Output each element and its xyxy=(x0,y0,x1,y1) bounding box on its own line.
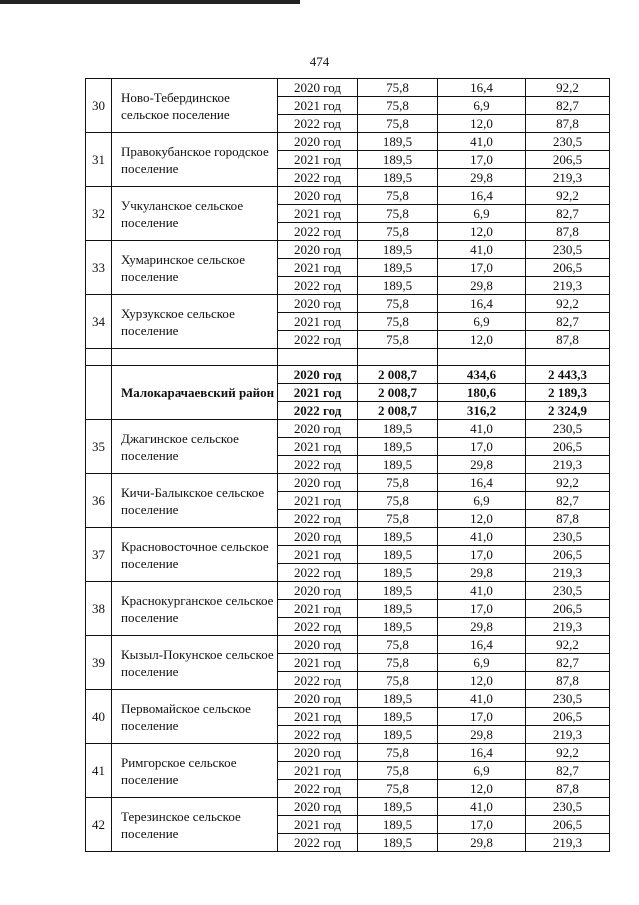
year-cell: 2021 год xyxy=(278,384,358,402)
row-number: 41 xyxy=(86,744,112,798)
value-cell-2: 17,0 xyxy=(438,816,526,834)
settlement-name: Первомайское сельское поселение xyxy=(112,690,278,744)
value-cell-1: 75,8 xyxy=(358,79,438,97)
value-cell-total: 82,7 xyxy=(526,97,610,115)
value-cell-1: 189,5 xyxy=(358,456,438,474)
year-cell: 2021 год xyxy=(278,600,358,618)
table-row xyxy=(86,420,610,438)
value-cell-2: 180,6 xyxy=(438,384,526,402)
year-cell: 2021 год xyxy=(278,816,358,834)
row-number: 37 xyxy=(86,528,112,582)
value-cell-total: 219,3 xyxy=(526,564,610,582)
year-cell: 2022 год xyxy=(278,277,358,295)
value-cell-total: 206,5 xyxy=(526,259,610,277)
value-cell-total: 206,5 xyxy=(526,151,610,169)
empty-cell xyxy=(526,349,610,366)
value-cell-2: 6,9 xyxy=(438,654,526,672)
value-cell-2: 16,4 xyxy=(438,187,526,205)
year-cell: 2022 год xyxy=(278,223,358,241)
table-row xyxy=(86,295,610,313)
value-cell-1: 75,8 xyxy=(358,492,438,510)
year-cell: 2020 год xyxy=(278,133,358,151)
table-row xyxy=(86,636,610,654)
empty-cell xyxy=(438,349,526,366)
table-row xyxy=(86,744,610,762)
settlement-name: Хумаринское сельское поселение xyxy=(112,241,278,295)
settlement-name: Красновосточное сельское поселение xyxy=(112,528,278,582)
value-cell-total: 87,8 xyxy=(526,510,610,528)
year-cell: 2020 год xyxy=(278,690,358,708)
year-cell: 2020 год xyxy=(278,295,358,313)
value-cell-2: 41,0 xyxy=(438,582,526,600)
value-cell-1: 189,5 xyxy=(358,420,438,438)
empty-cell xyxy=(278,349,358,366)
value-cell-2: 17,0 xyxy=(438,259,526,277)
year-cell: 2022 год xyxy=(278,331,358,349)
value-cell-total: 87,8 xyxy=(526,331,610,349)
value-cell-1: 75,8 xyxy=(358,762,438,780)
year-cell: 2021 год xyxy=(278,438,358,456)
year-cell: 2020 год xyxy=(278,366,358,384)
value-cell-2: 29,8 xyxy=(438,169,526,187)
value-cell-2: 12,0 xyxy=(438,672,526,690)
year-cell: 2021 год xyxy=(278,205,358,223)
row-number: 33 xyxy=(86,241,112,295)
value-cell-2: 29,8 xyxy=(438,277,526,295)
table-row xyxy=(86,690,610,708)
year-cell: 2020 год xyxy=(278,241,358,259)
year-cell: 2021 год xyxy=(278,546,358,564)
year-cell: 2022 год xyxy=(278,672,358,690)
value-cell-2: 17,0 xyxy=(438,708,526,726)
value-cell-total: 206,5 xyxy=(526,546,610,564)
value-cell-2: 6,9 xyxy=(438,205,526,223)
settlement-name: Терезинское сельское поселение xyxy=(112,798,278,852)
empty-cell xyxy=(86,349,112,366)
year-cell: 2020 год xyxy=(278,187,358,205)
row-number xyxy=(86,366,112,420)
value-cell-1: 189,5 xyxy=(358,259,438,277)
value-cell-total: 230,5 xyxy=(526,420,610,438)
value-cell-2: 12,0 xyxy=(438,115,526,133)
value-cell-2: 29,8 xyxy=(438,834,526,852)
value-cell-1: 75,8 xyxy=(358,331,438,349)
value-cell-1: 189,5 xyxy=(358,528,438,546)
value-cell-total: 82,7 xyxy=(526,313,610,331)
value-cell-total: 82,7 xyxy=(526,762,610,780)
value-cell-2: 16,4 xyxy=(438,474,526,492)
value-cell-2: 29,8 xyxy=(438,456,526,474)
value-cell-total: 206,5 xyxy=(526,600,610,618)
year-cell: 2022 год xyxy=(278,115,358,133)
row-number: 38 xyxy=(86,582,112,636)
value-cell-total: 92,2 xyxy=(526,295,610,313)
table-row xyxy=(86,133,610,151)
year-cell: 2022 год xyxy=(278,726,358,744)
value-cell-total: 87,8 xyxy=(526,115,610,133)
value-cell-1: 75,8 xyxy=(358,474,438,492)
value-cell-1: 189,5 xyxy=(358,834,438,852)
value-cell-2: 29,8 xyxy=(438,564,526,582)
row-number: 31 xyxy=(86,133,112,187)
budget-table-body xyxy=(86,79,610,852)
value-cell-total: 2 443,3 xyxy=(526,366,610,384)
settlement-name: Римгорское сельское поселение xyxy=(112,744,278,798)
table-row xyxy=(86,582,610,600)
table-row xyxy=(86,241,610,259)
table-row xyxy=(86,528,610,546)
year-cell: 2021 год xyxy=(278,313,358,331)
value-cell-total: 219,3 xyxy=(526,456,610,474)
row-number: 34 xyxy=(86,295,112,349)
value-cell-1: 189,5 xyxy=(358,438,438,456)
year-cell: 2020 год xyxy=(278,582,358,600)
value-cell-total: 219,3 xyxy=(526,169,610,187)
value-cell-2: 41,0 xyxy=(438,798,526,816)
value-cell-total: 230,5 xyxy=(526,133,610,151)
value-cell-2: 41,0 xyxy=(438,241,526,259)
year-cell: 2020 год xyxy=(278,798,358,816)
value-cell-total: 92,2 xyxy=(526,474,610,492)
settlement-name: Кичи-Балыкское сельское поселение xyxy=(112,474,278,528)
value-cell-1: 189,5 xyxy=(358,708,438,726)
year-cell: 2022 год xyxy=(278,564,358,582)
value-cell-total: 82,7 xyxy=(526,492,610,510)
value-cell-1: 189,5 xyxy=(358,241,438,259)
value-cell-total: 92,2 xyxy=(526,187,610,205)
year-cell: 2020 год xyxy=(278,744,358,762)
settlement-name: Учкуланское сельское поселение xyxy=(112,187,278,241)
value-cell-2: 12,0 xyxy=(438,780,526,798)
value-cell-1: 2 008,7 xyxy=(358,402,438,420)
value-cell-2: 16,4 xyxy=(438,295,526,313)
budget-table xyxy=(85,78,610,852)
settlement-name: Джагинское сельское поселение xyxy=(112,420,278,474)
year-cell: 2021 год xyxy=(278,97,358,115)
empty-cell xyxy=(112,349,278,366)
year-cell: 2022 год xyxy=(278,402,358,420)
value-cell-2: 17,0 xyxy=(438,151,526,169)
value-cell-1: 189,5 xyxy=(358,600,438,618)
year-cell: 2020 год xyxy=(278,79,358,97)
value-cell-1: 189,5 xyxy=(358,546,438,564)
value-cell-2: 17,0 xyxy=(438,546,526,564)
table-row xyxy=(86,474,610,492)
value-cell-1: 75,8 xyxy=(358,115,438,133)
value-cell-2: 16,4 xyxy=(438,79,526,97)
value-cell-total: 87,8 xyxy=(526,672,610,690)
value-cell-2: 6,9 xyxy=(438,492,526,510)
value-cell-1: 75,8 xyxy=(358,313,438,331)
value-cell-2: 12,0 xyxy=(438,223,526,241)
year-cell: 2022 год xyxy=(278,780,358,798)
value-cell-2: 434,6 xyxy=(438,366,526,384)
empty-cell xyxy=(358,349,438,366)
row-number: 42 xyxy=(86,798,112,852)
table-row xyxy=(86,187,610,205)
row-number: 39 xyxy=(86,636,112,690)
row-number: 35 xyxy=(86,420,112,474)
page-number: 474 xyxy=(309,54,330,69)
settlement-name: Правокубанское городское поселение xyxy=(112,133,278,187)
value-cell-1: 2 008,7 xyxy=(358,384,438,402)
value-cell-1: 189,5 xyxy=(358,798,438,816)
value-cell-total: 206,5 xyxy=(526,438,610,456)
year-cell: 2021 год xyxy=(278,151,358,169)
value-cell-total: 82,7 xyxy=(526,654,610,672)
value-cell-total: 230,5 xyxy=(526,582,610,600)
value-cell-1: 75,8 xyxy=(358,780,438,798)
value-cell-2: 6,9 xyxy=(438,313,526,331)
value-cell-1: 189,5 xyxy=(358,133,438,151)
year-cell: 2021 год xyxy=(278,492,358,510)
value-cell-2: 6,9 xyxy=(438,97,526,115)
value-cell-1: 75,8 xyxy=(358,636,438,654)
settlement-name: Краснокурганское сельское поселение xyxy=(112,582,278,636)
value-cell-2: 6,9 xyxy=(438,762,526,780)
value-cell-1: 189,5 xyxy=(358,690,438,708)
year-cell: 2022 год xyxy=(278,834,358,852)
value-cell-2: 12,0 xyxy=(438,331,526,349)
year-cell: 2020 год xyxy=(278,474,358,492)
value-cell-1: 2 008,7 xyxy=(358,366,438,384)
value-cell-1: 75,8 xyxy=(358,187,438,205)
value-cell-1: 75,8 xyxy=(358,744,438,762)
year-cell: 2021 год xyxy=(278,654,358,672)
value-cell-2: 41,0 xyxy=(438,528,526,546)
value-cell-2: 29,8 xyxy=(438,618,526,636)
value-cell-total: 219,3 xyxy=(526,834,610,852)
value-cell-1: 75,8 xyxy=(358,205,438,223)
settlement-name: Хурзукское сельское поселение xyxy=(112,295,278,349)
settlement-name: Кызыл-Покунское сельское поселение xyxy=(112,636,278,690)
value-cell-1: 189,5 xyxy=(358,726,438,744)
year-cell: 2022 год xyxy=(278,618,358,636)
value-cell-2: 41,0 xyxy=(438,420,526,438)
row-number: 32 xyxy=(86,187,112,241)
value-cell-total: 219,3 xyxy=(526,726,610,744)
value-cell-total: 219,3 xyxy=(526,277,610,295)
year-cell: 2022 год xyxy=(278,510,358,528)
value-cell-2: 17,0 xyxy=(438,600,526,618)
value-cell-1: 189,5 xyxy=(358,618,438,636)
value-cell-total: 230,5 xyxy=(526,798,610,816)
year-cell: 2020 год xyxy=(278,528,358,546)
table-row xyxy=(86,79,610,97)
row-number: 40 xyxy=(86,690,112,744)
value-cell-1: 75,8 xyxy=(358,97,438,115)
district-total-row xyxy=(86,366,610,384)
value-cell-total: 92,2 xyxy=(526,636,610,654)
value-cell-2: 41,0 xyxy=(438,690,526,708)
value-cell-2: 16,4 xyxy=(438,744,526,762)
year-cell: 2021 год xyxy=(278,259,358,277)
value-cell-1: 189,5 xyxy=(358,564,438,582)
value-cell-total: 219,3 xyxy=(526,618,610,636)
value-cell-1: 189,5 xyxy=(358,169,438,187)
value-cell-total: 87,8 xyxy=(526,780,610,798)
settlement-name: Ново-Тебердинское сельское поселение xyxy=(112,79,278,133)
district-name: Малокарачаевский район xyxy=(112,366,278,420)
value-cell-total: 2 324,9 xyxy=(526,402,610,420)
year-cell: 2021 год xyxy=(278,708,358,726)
year-cell: 2021 год xyxy=(278,762,358,780)
value-cell-2: 316,2 xyxy=(438,402,526,420)
spacer-row xyxy=(86,349,610,366)
value-cell-total: 230,5 xyxy=(526,528,610,546)
value-cell-1: 189,5 xyxy=(358,582,438,600)
year-cell: 2022 год xyxy=(278,456,358,474)
year-cell: 2020 год xyxy=(278,636,358,654)
value-cell-total: 230,5 xyxy=(526,690,610,708)
value-cell-1: 75,8 xyxy=(358,654,438,672)
value-cell-total: 92,2 xyxy=(526,744,610,762)
value-cell-1: 189,5 xyxy=(358,151,438,169)
value-cell-total: 82,7 xyxy=(526,205,610,223)
value-cell-total: 230,5 xyxy=(526,241,610,259)
value-cell-1: 75,8 xyxy=(358,510,438,528)
scan-edge-bar xyxy=(0,0,300,4)
value-cell-2: 29,8 xyxy=(438,726,526,744)
value-cell-1: 75,8 xyxy=(358,223,438,241)
table-row xyxy=(86,798,610,816)
value-cell-2: 41,0 xyxy=(438,133,526,151)
year-cell: 2022 год xyxy=(278,169,358,187)
value-cell-1: 75,8 xyxy=(358,672,438,690)
value-cell-total: 87,8 xyxy=(526,223,610,241)
value-cell-total: 2 189,3 xyxy=(526,384,610,402)
value-cell-total: 206,5 xyxy=(526,816,610,834)
year-cell: 2020 год xyxy=(278,420,358,438)
row-number: 36 xyxy=(86,474,112,528)
value-cell-total: 92,2 xyxy=(526,79,610,97)
value-cell-1: 189,5 xyxy=(358,816,438,834)
value-cell-2: 12,0 xyxy=(438,510,526,528)
value-cell-1: 189,5 xyxy=(358,277,438,295)
value-cell-2: 16,4 xyxy=(438,636,526,654)
row-number: 30 xyxy=(86,79,112,133)
value-cell-total: 206,5 xyxy=(526,708,610,726)
value-cell-2: 17,0 xyxy=(438,438,526,456)
value-cell-1: 75,8 xyxy=(358,295,438,313)
